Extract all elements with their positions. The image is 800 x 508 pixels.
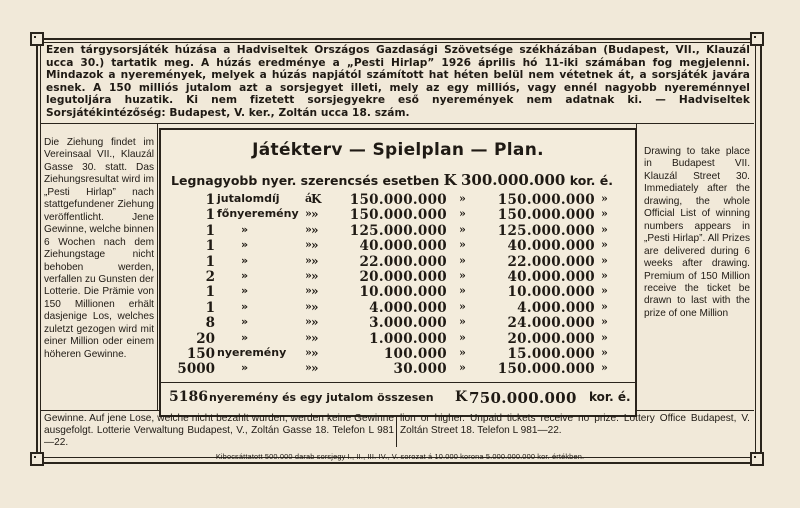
ditto-mark: » [459, 269, 466, 282]
ditto-mark: » [459, 284, 466, 298]
ditto-mark: » [459, 315, 466, 329]
total-amount: 750.000.000 [469, 389, 577, 407]
prize-amount: 4.000.000 [369, 299, 447, 316]
total-suffix: kor. é. [589, 390, 631, 404]
german-bottom-text: Gewinne. Auf jene Lose, welche nicht bezahlt wurden, werden keine Gewinne ausgefolgt. Lotterie Verwaltung Budapest, V., Zoltán Gasse 18. Telefon L 981—22. [44, 413, 394, 449]
plan-title: Játékterv — Spielplan — Plan. [252, 140, 544, 160]
prize-row [161, 361, 635, 376]
prize-count: 1 [205, 253, 215, 270]
ditto-mark: » [601, 330, 608, 344]
ditto-mark: » [459, 299, 466, 313]
prize-label: » [241, 361, 249, 375]
subtitle-prefix: Legnagyobb nyer. szerencsés esetben [171, 173, 440, 188]
total-k: K [455, 389, 468, 405]
subtitle-k: K [443, 171, 457, 189]
ditto-mark: » [601, 238, 608, 252]
prize-total: 125.000.000 [497, 222, 595, 239]
prize-total: 40.000.000 [507, 238, 595, 255]
ditto-mark: á [305, 192, 313, 205]
prize-label: » [241, 253, 249, 267]
prize-row [161, 192, 635, 207]
prize-label: jutalomdíj [217, 192, 280, 205]
prize-row [161, 331, 635, 346]
prize-row [161, 346, 635, 361]
ditto-mark: » [601, 253, 608, 267]
plan-subtitle [171, 171, 631, 189]
prize-row [161, 269, 635, 284]
prize-amount: 20.000.000 [359, 269, 447, 285]
ditto-mark: » [311, 284, 319, 299]
prize-amount: 22.000.000 [359, 253, 447, 270]
ditto-mark: » [305, 222, 312, 236]
prize-count: 1 [205, 207, 215, 224]
prize-amount: 125.000.000 [349, 222, 447, 239]
corner-ornament [30, 32, 44, 46]
prize-amount: 3.000.000 [369, 315, 447, 332]
ditto-mark: » [601, 315, 608, 329]
ditto-mark: » [305, 330, 312, 344]
prize-label: főnyeremény [217, 207, 299, 221]
prize-count: 1 [205, 238, 215, 255]
prize-count: 20 [196, 330, 215, 347]
subtitle-amount: 300.000.000 [460, 171, 566, 189]
english-bottom-text: lion or higher. Unpaid tickets receive no prize. Lottery Office Budapest, V. Zoltán Street 18. Telefon L 981—22. [400, 413, 750, 437]
corner-ornament [750, 32, 764, 46]
ditto-mark: » [459, 222, 466, 236]
prize-total: 15.000.000 [507, 346, 595, 362]
corner-ornament [30, 452, 44, 466]
ditto-mark: » [305, 299, 312, 313]
total-row [169, 389, 629, 407]
prize-row [161, 284, 635, 299]
ditto-mark: » [601, 361, 608, 375]
prize-row [161, 238, 635, 253]
ditto-mark: » [311, 207, 319, 222]
ditto-mark: » [601, 346, 608, 359]
prize-count: 1 [205, 284, 215, 301]
ditto-mark: » [305, 315, 312, 329]
prize-amount: 40.000.000 [359, 238, 447, 255]
ditto-mark: » [305, 238, 312, 252]
ditto-mark: » [305, 253, 312, 267]
prize-amount: 10.000.000 [359, 284, 447, 301]
prize-amount: 100.000 [383, 346, 447, 362]
ditto-mark: » [601, 192, 608, 205]
ditto-mark: » [459, 361, 466, 375]
prize-amount: 150.000.000 [349, 192, 447, 208]
prize-label: » [241, 299, 249, 313]
ditto-mark: » [459, 238, 466, 252]
ditto-mark: » [601, 299, 608, 313]
prize-total: 40.000.000 [507, 269, 595, 285]
ditto-mark: » [601, 269, 608, 282]
ditto-mark: » [305, 361, 312, 375]
corner-ornament [750, 452, 764, 466]
prize-amount: 1.000.000 [369, 330, 447, 347]
total-divider [161, 382, 635, 383]
prize-label: nyeremény [217, 346, 287, 359]
ditto-mark: » [459, 330, 466, 344]
ditto-mark: » [305, 284, 312, 298]
left-divider [157, 124, 158, 410]
prize-row [161, 254, 635, 269]
ditto-mark: » [459, 207, 466, 221]
prize-label: » [241, 315, 249, 329]
ditto-mark: » [459, 192, 466, 205]
prize-count: 5000 [177, 361, 215, 378]
prize-row [161, 207, 635, 222]
prize-label: » [241, 222, 249, 236]
prize-count: 1 [205, 299, 215, 316]
prize-label: » [241, 238, 249, 252]
prize-total: 150.000.000 [497, 192, 595, 208]
header-hungarian-notice: Ezen tárgysorsjáték húzása a Hadviseltek Országos Gazdasági Szövetsége székházában (Budapest, VII., Klauzál ucca 30.) tartatik meg. A húzás eredménye a „Pesti Hirlap” 1926 április hó 11-iki számában fog megjelenni. Mindazok a nyeremények, melyek a húzás napjától számított hat héten belül nem vétetnek át, a sorsjáték javára esnek. A 150 milliós jutalom azt a sorsjegyet illeti, mely az egy milliós, vagy ennél nagyobb nyereménnyel legutoljára huzatik. Ki nem fizetett sorsjegyekre eső nyeremények nem adatnak ki. — Hadviseltek Sorsjátékintézőség: Budapest, V. ker., Zoltán ucca 18. szám. [46, 44, 750, 119]
prize-count: 8 [205, 315, 215, 332]
prize-label: » [241, 284, 249, 298]
prize-total: 24.000.000 [507, 315, 595, 332]
ditto-mark: » [311, 253, 319, 268]
ditto-mark: » [601, 222, 608, 236]
prize-total: 10.000.000 [507, 284, 595, 301]
prize-label: » [241, 269, 249, 282]
prize-label: » [241, 330, 249, 344]
ditto-mark: » [601, 207, 608, 221]
ditto-mark: » [311, 346, 319, 360]
total-count: 5186 [169, 389, 208, 405]
prize-plan-table [159, 128, 637, 417]
prize-total: 150.000.000 [497, 361, 595, 378]
ditto-mark: » [311, 238, 319, 253]
prize-count: 1 [205, 192, 215, 208]
ditto-mark: » [311, 269, 319, 283]
ditto-mark: » [311, 330, 319, 345]
ditto-mark: » [311, 315, 319, 330]
prize-row [161, 315, 635, 330]
ditto-mark: K [311, 192, 322, 206]
prize-row [161, 300, 635, 315]
ditto-mark: » [459, 346, 466, 359]
german-text: Die Ziehung findet im Vereinsaal VII., Klauzál Gasse 30. statt. Das Ziehungsresultat wird im „Pesti Hirlap” nach stattgefundener Ziehung veröffentlicht. Jene Gewinne, welche binnen 6 Wochen nach dem Ziehungstage nicht behoben werden, verfallen zu Gunsten der Lotterie. Die Prämie von 150 Millionen erhält dasjenige Los, welches zuletzt gezogen wird mit einer Million oder einem höheren Gewinne. [44, 137, 154, 360]
prize-total: 150.000.000 [497, 207, 595, 224]
subtitle-suffix: kor. é. [569, 173, 614, 188]
ditto-mark: » [311, 299, 319, 314]
ditto-mark: » [305, 269, 312, 282]
prize-count: 1 [205, 222, 215, 239]
ditto-mark: » [311, 361, 319, 376]
prize-amount: 150.000.000 [349, 207, 447, 224]
header-divider [40, 123, 754, 124]
ditto-mark: » [459, 253, 466, 267]
prize-total: 22.000.000 [507, 253, 595, 270]
prize-row [161, 223, 635, 238]
ditto-mark: » [305, 207, 312, 221]
prize-amount: 30.000 [393, 361, 447, 378]
ditto-mark: » [305, 346, 312, 359]
ditto-mark: » [601, 284, 608, 298]
issue-footnote: Kibocsáttatott 500.000 darab sorsjegy I., II., III. IV., V. sorozat á 10.000 korona 5.000.000.000 kor. értékben. [215, 452, 585, 461]
prize-total: 4.000.000 [517, 299, 595, 316]
prize-total: 20.000.000 [507, 330, 595, 347]
english-text: Drawing to take place in Budapest VII. Klauzál Street 30. Immediately after the drawing, the whole Official List of winning numbers appears in „Pesti Hirlap”. All Prizes are delivered during 6 weeks after drawing. Premium of 150 Million receive the ticket be drawn to last with the prize of one Million [644, 146, 750, 319]
ditto-mark: » [311, 222, 319, 237]
prize-count: 2 [205, 269, 215, 285]
prize-count: 150 [186, 346, 215, 362]
total-label: nyeremény és egy jutalom összesen [209, 391, 434, 404]
